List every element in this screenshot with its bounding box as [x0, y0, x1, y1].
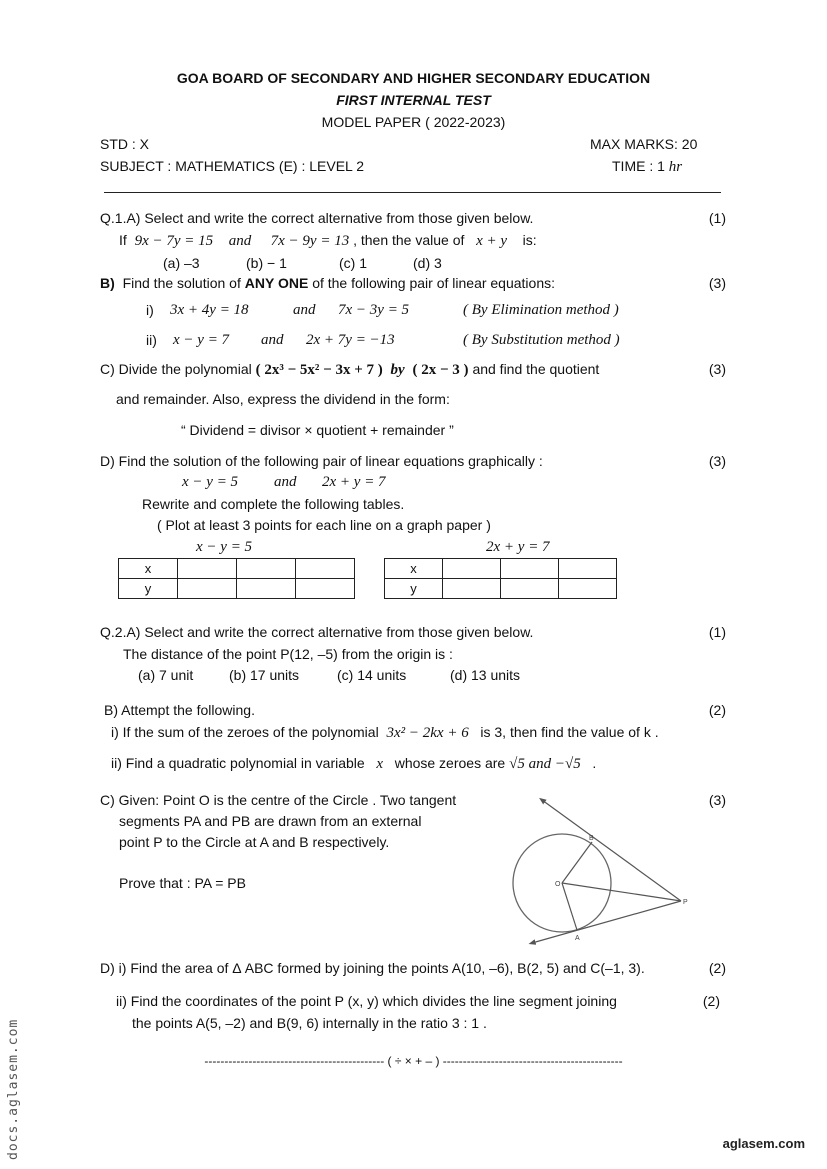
- q1b-ii-num: ii): [146, 332, 157, 348]
- q1a-title: Q.1.A) Select and write the correct alternative from those given below.: [100, 210, 534, 226]
- subject-label: SUBJECT : MATHEMATICS (E) : LEVEL 2: [100, 158, 364, 174]
- q2b-marks: (2): [708, 702, 726, 718]
- table-line1: [118, 558, 355, 599]
- table-row: [385, 559, 617, 579]
- table-cell: [443, 579, 501, 599]
- q1d-title: D) Find the solution of the following pair of linear equations graphically :: [100, 453, 543, 469]
- q1d-marks: (3): [708, 453, 726, 469]
- table-cell: [443, 559, 501, 579]
- std-label: STD : X: [100, 136, 150, 152]
- q1a-marks: (1): [708, 210, 726, 226]
- q1b-title: [100, 275, 555, 291]
- q1b-any-one: ANY ONE: [244, 275, 309, 291]
- time-value: TIME : 1: [612, 158, 665, 174]
- q1b-i-eq1: 3x + 4y = 18: [170, 302, 249, 318]
- q1b-post: of the following pair of linear equations:: [312, 275, 556, 291]
- q1b-ii-eq2: 2x + 7y = −13: [306, 332, 395, 348]
- q2b-i-pre: i) If the sum of the zeroes of the polynomial: [111, 724, 379, 740]
- table-cell: [237, 559, 296, 579]
- q1b-i-method: ( By Elimination method ): [463, 302, 619, 318]
- test-title: FIRST INTERNAL TEST: [336, 92, 491, 108]
- table-cell: [178, 579, 237, 599]
- q2d-i-marks: (2): [708, 960, 726, 976]
- q2b-ii-var: x: [376, 756, 384, 772]
- q2b-ii-pre: ii) Find a quadratic polynomial in variable: [111, 755, 365, 771]
- q2b-i-poly: 3x² − 2kx + 6: [386, 725, 469, 741]
- q1b-label: B): [100, 275, 115, 291]
- label-b: B: [589, 835, 594, 842]
- radius-oa: [562, 883, 577, 930]
- q1a-eq1: 9x − 7y = 15: [134, 233, 214, 249]
- q2a-option-a: (a) 7 unit: [138, 667, 194, 683]
- label-o: O: [555, 881, 561, 888]
- segment-op: [562, 883, 681, 901]
- q1c-marks: (3): [708, 361, 726, 377]
- tangent-pa: [532, 901, 681, 943]
- q1b-marks: (3): [708, 275, 726, 291]
- time-unit: hr: [668, 159, 683, 175]
- table-cell: [559, 579, 617, 599]
- table-row: [119, 559, 355, 579]
- q2a-option-c: (c) 14 units: [337, 667, 407, 683]
- q1a-expr: x + y: [476, 233, 508, 249]
- table-cell: [237, 579, 296, 599]
- table-cell: [501, 559, 559, 579]
- q2c-prove: Prove that : PA = PB: [119, 875, 246, 891]
- q1b-ii-and: and: [261, 332, 284, 348]
- q2a-title: Q.2.A) Select and write the correct alternative from those given below.: [100, 624, 534, 640]
- end-of-paper: --------------------------------------------- ( ÷ × + – ) ---------------------------------------------: [204, 1054, 623, 1068]
- table-cell-x-label: x: [385, 559, 443, 579]
- table-cell: [178, 559, 237, 579]
- q1a-option-d: (d) 3: [413, 255, 442, 271]
- radius-ob: [562, 842, 592, 883]
- table-cell: [296, 559, 355, 579]
- q2b-i: [111, 724, 659, 742]
- q2b-ii-mid: whose zeroes are: [394, 755, 506, 771]
- q1b-i-eq2: 7x − 3y = 5: [338, 302, 410, 318]
- q2b-ii: [111, 755, 596, 773]
- time-label: [612, 158, 682, 176]
- q1b-ii-eq1: x − y = 7: [173, 332, 230, 348]
- table1-title: x − y = 5: [196, 539, 253, 555]
- table-line2: [384, 558, 617, 599]
- q1d-eq1: x − y = 5: [182, 474, 239, 490]
- header-rule: [104, 192, 721, 193]
- table-cell-y-label: y: [385, 579, 443, 599]
- q2a-marks: (1): [708, 624, 726, 640]
- table-cell: [501, 579, 559, 599]
- label-a: A: [575, 935, 580, 942]
- q1a-option-a: (a) –3: [163, 255, 200, 271]
- label-p: P: [683, 899, 688, 906]
- q2c-marks: (3): [708, 792, 726, 808]
- q2b-ii-end: .: [592, 755, 597, 771]
- watermark-text: docs.aglasem.com: [6, 1018, 21, 1160]
- q1d-rewrite: Rewrite and complete the following tables.: [142, 496, 405, 512]
- q2d-i: D) i) Find the area of Δ ABC formed by joining the points A(10, –6), B(2, 5) and C(–1, 3).: [100, 960, 645, 976]
- table2-title: 2x + y = 7: [486, 539, 550, 555]
- q1c-line1: [100, 361, 599, 379]
- table-cell-x-label: x: [119, 559, 178, 579]
- q1d-plot-note: ( Plot at least 3 points for each line on a graph paper ): [157, 517, 491, 533]
- q1c-pre: C) Divide the polynomial: [100, 361, 252, 377]
- q1a-eq2: 7x − 9y = 13: [270, 233, 350, 249]
- q1a-option-c: (c) 1: [339, 255, 367, 271]
- q1a-then: , then the value of: [353, 232, 465, 248]
- q1d-eq2: 2x + y = 7: [322, 474, 386, 490]
- q1b-i-and: and: [293, 302, 316, 318]
- q1a-is: is:: [522, 232, 537, 248]
- q1c-poly: ( 2x³ − 5x² − 3x + 7 ): [255, 362, 383, 378]
- q1d-and: and: [274, 474, 297, 490]
- q2b-i-post: is 3, then find the value of k .: [480, 724, 659, 740]
- q1a-question: [119, 232, 537, 250]
- q2b-ii-zeroes: √5 and −√5: [509, 756, 581, 772]
- q1c-post: and find the quotient: [472, 361, 600, 377]
- q2c-line3: point P to the Circle at A and B respectively.: [119, 834, 390, 850]
- table-cell-y-label: y: [119, 579, 178, 599]
- table-row: [119, 579, 355, 599]
- q1c-line3: “ Dividend = divisor × quotient + remainder ”: [181, 422, 454, 438]
- q1a-option-b: (b) − 1: [246, 255, 287, 271]
- q1b-pre: Find the solution of: [122, 275, 241, 291]
- q2a-question: The distance of the point P(12, –5) from the origin is :: [123, 646, 453, 662]
- brand-text: aglasem.com: [722, 1136, 805, 1151]
- q1b-i-num: i): [146, 302, 154, 318]
- q2b-title: B) Attempt the following.: [104, 702, 255, 718]
- q1b-ii-method: ( By Substitution method ): [463, 332, 620, 348]
- q1c-by: by: [390, 362, 405, 378]
- q2a-option-d: (d) 13 units: [450, 667, 521, 683]
- q2d-ii-line1: ii) Find the coordinates of the point P (x, y) which divides the line segment joining: [116, 993, 617, 1009]
- q1a-if: If: [119, 232, 127, 248]
- q2d-ii-line2: the points A(5, –2) and B(9, 6) internally in the ratio 3 : 1 .: [132, 1015, 487, 1031]
- q2c-line1: C) Given: Point O is the centre of the Circle . Two tangent: [100, 792, 457, 808]
- q2a-option-b: (b) 17 units: [229, 667, 300, 683]
- q2c-line2: segments PA and PB are drawn from an external: [119, 813, 422, 829]
- table-cell: [559, 559, 617, 579]
- q1c-line2: and remainder. Also, express the dividend in the form:: [116, 391, 450, 407]
- tangent-figure: [500, 775, 700, 955]
- paper-title: MODEL PAPER ( 2022-2023): [321, 114, 506, 130]
- table-cell: [296, 579, 355, 599]
- q2d-ii-marks: (2): [702, 993, 720, 1009]
- table-row: [385, 579, 617, 599]
- q1c-divisor: ( 2x − 3 ): [412, 362, 469, 378]
- max-marks: MAX MARKS: 20: [590, 136, 698, 152]
- q1a-and: and: [228, 233, 252, 249]
- board-title: GOA BOARD OF SECONDARY AND HIGHER SECONDARY EDUCATION: [176, 70, 651, 86]
